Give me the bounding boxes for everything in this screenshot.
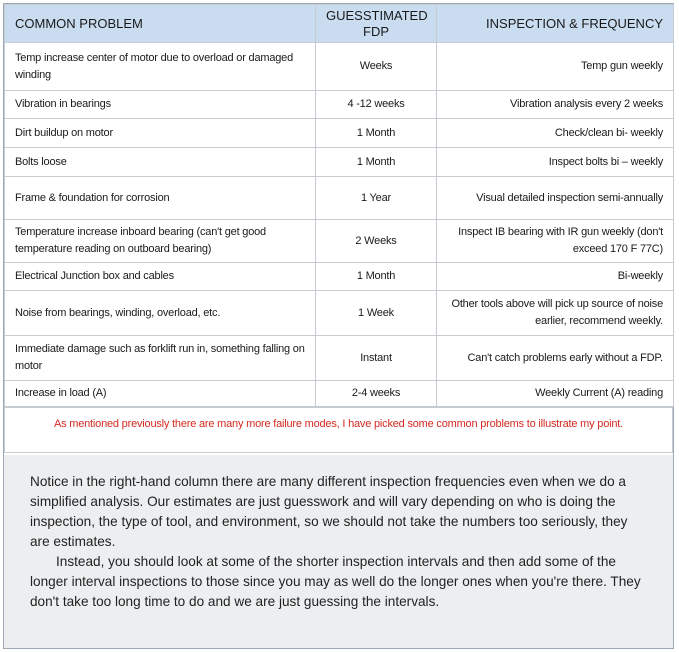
fdp-cell: 1 Month bbox=[316, 148, 437, 177]
table-row bbox=[5, 91, 674, 119]
fdp-cell: 2-4 weeks bbox=[316, 381, 437, 407]
fdp-cell: Instant bbox=[316, 336, 437, 381]
fdp-cell: 4 -12 weeks bbox=[316, 91, 437, 119]
fdp-cell: 1 Month bbox=[316, 263, 437, 291]
problem-cell: Frame & foundation for corrosion bbox=[5, 177, 316, 220]
problem-cell: Temperature increase inboard bearing (can't get good temperature reading on outboard bearing) bbox=[5, 220, 316, 263]
header-inspection-frequency: INSPECTION & FREQUENCY bbox=[437, 5, 674, 43]
commentary-paragraph: Instead, you should look at some of the shorter inspection intervals and then add some of the longer interval inspections to those since you may as well do the longer ones when you're there. They don't take too long time to do and we are just guessing the intervals. bbox=[30, 554, 641, 609]
table-row bbox=[5, 220, 674, 263]
header-common-problem: COMMON PROBLEM bbox=[5, 5, 316, 43]
table-header-row bbox=[5, 5, 674, 43]
table-row bbox=[5, 119, 674, 148]
inspection-cell: Vibration analysis every 2 weeks bbox=[437, 91, 674, 119]
table-row bbox=[5, 381, 674, 407]
problem-cell: Increase in load (A) bbox=[5, 381, 316, 407]
table-row bbox=[5, 336, 674, 381]
problem-cell: Vibration in bearings bbox=[5, 91, 316, 119]
inspection-cell: Inspect bolts bi – weekly bbox=[437, 148, 674, 177]
commentary-box bbox=[4, 455, 673, 648]
fdp-cell: 1 Month bbox=[316, 119, 437, 148]
table-row bbox=[5, 263, 674, 291]
fdp-table bbox=[4, 4, 674, 407]
inspection-cell: Other tools above will pick up source of noise earlier, recommend weekly. bbox=[437, 291, 674, 336]
fdp-cell: Weeks bbox=[316, 43, 437, 91]
fdp-cell: 1 Year bbox=[316, 177, 437, 220]
failure-modes-note: As mentioned previously there are many more failure modes, I have picked some common problems to illustrate my point. bbox=[4, 407, 673, 453]
table-row bbox=[5, 43, 674, 91]
inspection-cell: Check/clean bi- weekly bbox=[437, 119, 674, 148]
problem-cell: Noise from bearings, winding, overload, etc. bbox=[5, 291, 316, 336]
header-guesstimated-fdp: GUESSTIMATED FDP bbox=[316, 5, 437, 43]
inspection-cell: Inspect IB bearing with IR gun weekly (don't exceed 170 F 77C) bbox=[437, 220, 674, 263]
fdp-cell: 1 Week bbox=[316, 291, 437, 336]
problem-cell: Temp increase center of motor due to overload or damaged winding bbox=[5, 43, 316, 91]
inspection-cell: Can't catch problems early without a FDP. bbox=[437, 336, 674, 381]
inspection-cell: Bi-weekly bbox=[437, 263, 674, 291]
problem-cell: Bolts loose bbox=[5, 148, 316, 177]
table-row bbox=[5, 148, 674, 177]
problem-cell: Electrical Junction box and cables bbox=[5, 263, 316, 291]
inspection-cell: Temp gun weekly bbox=[437, 43, 674, 91]
problem-cell: Immediate damage such as forklift run in, something falling on motor bbox=[5, 336, 316, 381]
inspection-cell: Visual detailed inspection semi-annually bbox=[437, 177, 674, 220]
inspection-cell: Weekly Current (A) reading bbox=[437, 381, 674, 407]
table-row bbox=[5, 177, 674, 220]
table-row bbox=[5, 291, 674, 336]
fdp-cell: 2 Weeks bbox=[316, 220, 437, 263]
commentary-paragraph: Notice in the right-hand column there are many different inspection frequencies even when we do a simplified analysis. Our estimates are just guesswork and will vary depending on who is doing the inspection, the type of tool, and environment, so we should not take the numbers too seriously, they are estimates. bbox=[30, 474, 628, 549]
problem-cell: Dirt buildup on motor bbox=[5, 119, 316, 148]
